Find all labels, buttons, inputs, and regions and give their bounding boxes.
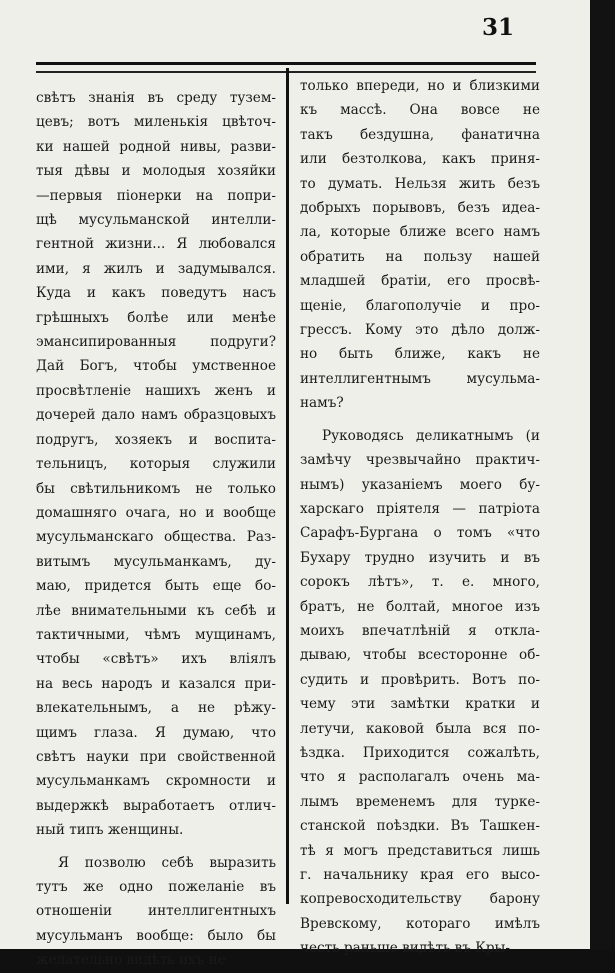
column-divider [286,68,289,904]
text-line: Дай Богъ, чтобы умственное [36,358,276,375]
text-line: летучи, каковой была вся по- [300,720,540,737]
text-line: тактичными, чѣмъ мущинамъ, [36,626,276,643]
text-line: ный типъ женщины. [36,822,184,839]
right-text-column [300,74,540,961]
text-line: отношеніи интеллигентныхъ [36,903,276,920]
text-line: моихъ впечатлѣній я откла- [300,622,540,639]
text-line: къ массѣ. Она вовсе не [300,102,540,119]
text-line: Вревскому, котораго имѣлъ [300,915,540,932]
text-line: но быть ближе, какъ не [300,346,540,363]
paragraph-gap [300,416,540,424]
text-line: мусульманъ вообще: было бы [36,927,276,944]
text-line: эмансипированныя подруги? [36,334,276,351]
text-line: или безтолкова, какъ приня- [300,151,540,168]
paragraph-gap [36,843,276,851]
text-line: ими, я жилъ и задумывался. [36,260,276,277]
text-line: свѣтъ знанія въ среду тузем- [36,90,276,106]
text-line: влекательнымъ, а не рѣжу- [36,700,276,717]
text-line: домашняго очага, но и вообще [36,504,276,521]
text-line: добрыхъ порывовъ, безъ идеа- [300,200,540,217]
left-text-column [36,86,276,973]
text-line: бы свѣтильникомъ не только [36,480,276,497]
text-line: Я позволю себѣ выразить [58,854,276,871]
text-line: свѣтъ науки при свойственной [36,748,276,765]
text-line: судить и провѣрить. Вотъ по- [300,671,540,688]
text-line: станской поѣздки. Въ Ташкен- [300,818,540,835]
text-line: то думать. Нельзя жить безъ [300,175,540,192]
text-line: чтобы «свѣтъ» ихъ вліялъ [36,651,276,668]
text-line: грѣшныхъ болѣе или менѣе [36,309,276,326]
text-line: дочерей дало намъ образцовыхъ [36,407,276,424]
text-line: просвѣтленіе нашихъ женъ и [36,382,276,399]
text-line: витымъ мусульманкамъ, ду- [36,553,276,570]
text-line: тѣ я могъ представиться лишь [300,842,540,859]
text-line: маю, придется быть еще бо- [36,578,276,595]
text-line: ла, которые ближе всего намъ [300,224,540,241]
text-line: обратить на пользу нашей [300,248,540,265]
text-line: братъ, не болтай, многое изъ [300,598,540,615]
text-line: Бухару трудно изучить и въ [300,549,540,566]
text-line: сорокъ лѣтъ», т. е. много, [300,574,540,591]
text-line: дываю, чтобы всесторонне об- [300,647,540,664]
page-number: 31 [482,14,515,41]
text-line: лѣе внимательными къ себѣ и [36,602,276,619]
text-line: мусульманскаго общества. Раз- [36,529,276,546]
text-line: Сарафъ-Бургана о томъ «что [300,525,540,542]
text-line: щимъ глаза. Я думаю, что [36,724,276,741]
text-line: желательно видѣть ихъ не [36,952,226,969]
text-line: гентной жизни... Я любовался [36,236,276,253]
text-line: —первыя піонерки на попри- [36,187,276,204]
text-line: тыя дѣвы и молодыя хозяйки [36,163,276,180]
header-rule [36,62,536,65]
text-line: на весь народъ и казался при- [36,675,276,692]
text-line: честь раньше видѣть въ Кры- [300,940,510,957]
text-line: копревосходительству барону [300,891,540,908]
text-line: интеллигентнымъ мусульма- [300,370,540,387]
text-line: замѣчу чрезвычайно практич- [300,452,540,469]
text-line: тельницъ, которыя служили [36,456,276,473]
text-line: только впереди, но и близкими [300,78,540,94]
text-line: чему эти замѣтки кратки и [300,696,540,713]
text-line: нымъ) указаніемъ моего бу- [300,476,540,493]
text-line: харскаго пріятеля — патріота [300,500,540,517]
text-line: такъ бездушна, фанатична [300,126,540,143]
text-line: что я располагалъ очень ма- [300,769,540,786]
text-line: Руководясь деликатнымъ (и [322,427,540,444]
scan-dark-edge [590,0,615,949]
text-line: щеніе, благополучіе и про- [300,297,540,314]
text-line: цевъ; вотъ миленькія цвѣточ- [36,114,276,131]
text-line: тутъ же одно пожеланіе въ [36,879,276,895]
text-line: щѣ мусульманской интелли- [36,212,276,229]
text-line: ки нашей родной нивы, разви- [36,138,276,155]
text-line: младшей братіи, его просвѣ- [300,273,540,290]
text-line: лымъ временемъ для турке- [300,793,540,810]
text-line: ѣздка. Приходится сожалѣть, [300,744,540,761]
text-line: подругъ, хозяекъ и воспита- [36,431,276,448]
text-line: выдержкѣ выработаетъ отлич- [36,797,276,814]
text-line: намъ? [300,395,344,412]
text-line: грессъ. Кому это дѣло долж- [300,322,540,339]
text-line: г. начальнику края его высо- [300,867,540,883]
text-line: Куда и какъ поведутъ насъ [36,285,276,302]
text-line: мусульманкамъ скромности и [36,773,276,790]
